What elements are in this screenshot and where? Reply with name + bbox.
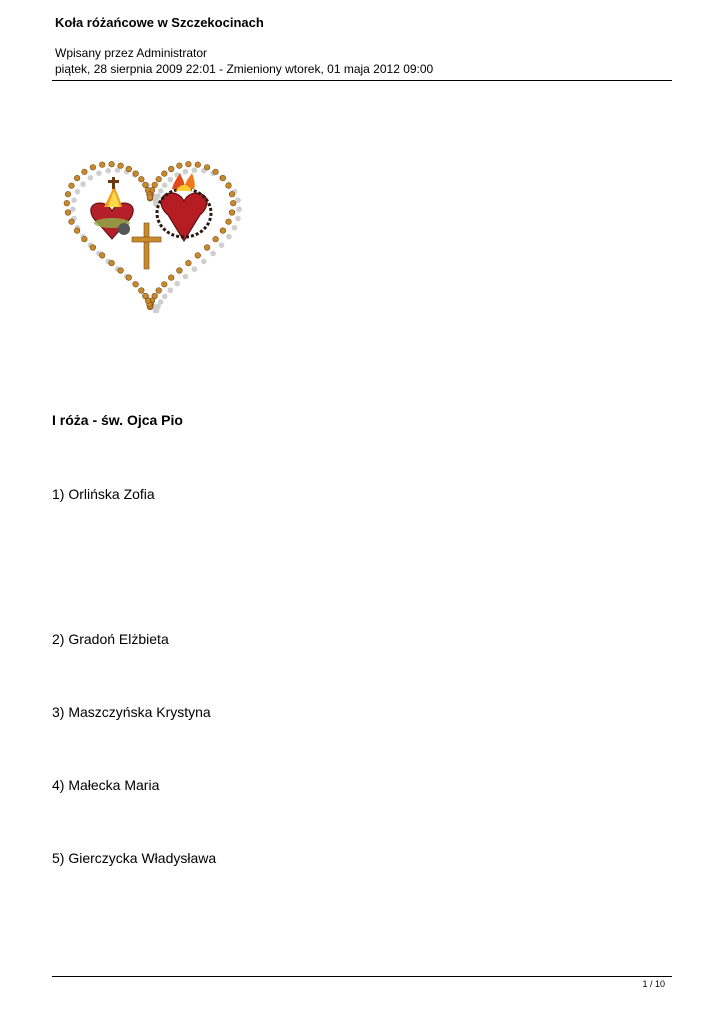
list-item: 5) Gierczycka Władysława [52,850,217,866]
immaculate-heart-icon [91,177,134,239]
author-line: Wpisany przez Administrator [55,46,208,60]
list-item: 2) Gradoń Elżbieta [52,631,169,647]
list-item: 4) Małecka Maria [52,777,160,793]
page-number: 1 / 10 [642,979,665,989]
rosary-heart-icon [58,145,242,313]
cross-icon [132,223,161,269]
date-line: piątek, 28 sierpnia 2009 22:01 - Zmieniony wtorek, 01 maja 2012 09:00 [55,62,434,76]
list-item: 1) Orlińska Zofia [52,486,155,502]
header-divider [52,80,672,81]
document-title: Koła różańcowe w Szczekocinach [55,15,264,30]
section-heading: I róża - św. Ojca Pio [52,412,183,428]
footer-divider [52,976,672,977]
list-item: 3) Maszczyńska Krystyna [52,704,211,720]
